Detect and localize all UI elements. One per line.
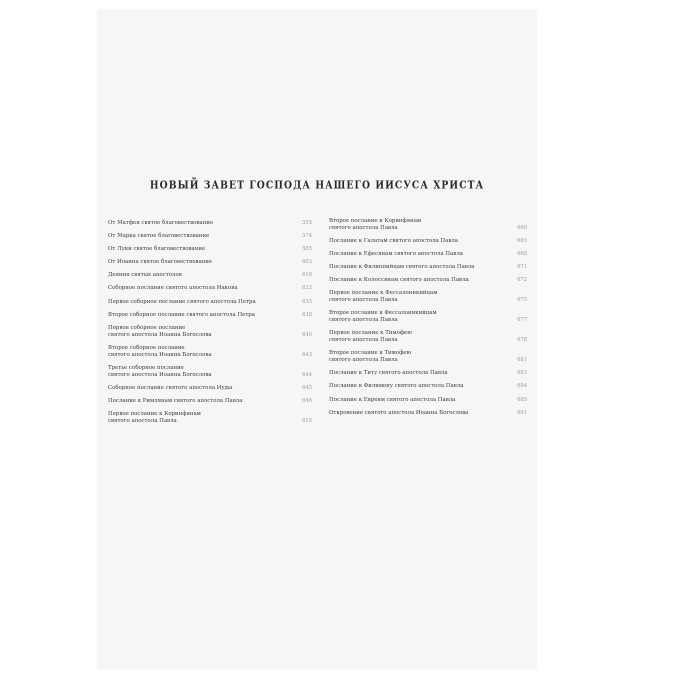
toc-entry <box>108 272 312 279</box>
toc-entry-page-number: 668 <box>517 251 527 258</box>
toc-entry <box>329 397 527 404</box>
toc-entry <box>329 410 527 417</box>
toc-entry <box>329 264 527 271</box>
toc-entry-page-number: 671 <box>517 264 527 271</box>
toc-entry-title: Третье соборное послание святого апостола Иоанна Богослова <box>108 364 212 378</box>
toc-entry-page-number: 655 <box>302 417 312 424</box>
toc-entry-title: Второе послание к Фессалоникийцам святого апостола Павла <box>329 310 437 324</box>
toc-entry-title: Второе послание к Тимофею святого апостола Павла <box>329 350 412 364</box>
page-heading: НОВЫЙ ЗАВЕТ ГОСПОДА НАШЕГО ИИСУСА ХРИСТА <box>149 178 485 193</box>
toc-entry-title: Первое соборное послание святого апостола Петра <box>108 298 256 305</box>
toc-entry-page-number: 672 <box>517 277 527 284</box>
toc-entry <box>329 238 527 245</box>
toc-entry <box>108 345 312 359</box>
toc-entry-title: Послание к Римлянам святого апостола Павла <box>108 397 243 404</box>
toc-left-column <box>108 220 312 431</box>
toc-entry <box>329 330 527 344</box>
toc-entry-title: Первое послание к Тимофею святого апостола Павла <box>329 330 412 344</box>
toc-entry <box>108 233 312 240</box>
toc-entry-page-number: 675 <box>517 297 527 304</box>
toc-entry-title: Послание к Евреям святого апостола Павла <box>329 396 456 403</box>
toc-entry-page-number: 678 <box>517 337 527 344</box>
toc-entry <box>329 383 527 390</box>
toc-entry-title: Второе соборное послание святого апостола Иоанна Богослова <box>108 344 212 358</box>
toc-entry-page-number: 638 <box>302 311 312 318</box>
toc-entry-title: Соборное послание святого апостола Иакова <box>108 285 238 292</box>
toc-entry <box>108 312 312 319</box>
toc-entry-title: От Луки святое благовествование <box>108 246 206 253</box>
toc-entry-title: Послание к Филимону святого апостола Павла <box>329 383 464 390</box>
toc-entry-title: Второе послание к Коринфянам святого апостола Павла <box>329 218 422 231</box>
toc-entry <box>108 246 312 253</box>
toc-entry-title: Послание к Ефесянам святого апостола Павла <box>329 251 463 258</box>
toc-entry <box>329 310 527 324</box>
toc-entry-page-number: 643 <box>302 351 312 358</box>
toc-entry-title: Деяния святых апостолов <box>108 272 182 279</box>
toc-entry-page-number: 574 <box>302 233 312 240</box>
toc-entry-page-number: 646 <box>302 397 312 404</box>
toc-entry-page-number: 691 <box>517 409 527 416</box>
toc-entry-title: От Иоанна святое благовествование <box>108 259 213 266</box>
toc-entry-page-number: 645 <box>302 384 312 391</box>
toc-entry-page-number: 677 <box>517 317 527 324</box>
toc-entry-page-number: 683 <box>517 370 527 377</box>
toc-entry <box>108 299 312 306</box>
toc-entry <box>108 325 312 339</box>
toc-entry-page-number: 681 <box>517 357 527 364</box>
toc-entry <box>108 285 312 292</box>
toc-entry-title: Откровение святого апостола Иоанна Богослова <box>329 409 469 416</box>
toc-entry <box>108 259 312 266</box>
toc-entry-page-number: 685 <box>517 396 527 403</box>
toc-entry-page-number: 665 <box>517 238 527 244</box>
toc-entry-title: Первое послание к Коринфянам святого апостола Павла <box>108 410 201 424</box>
toc-entry-title: Первое соборное послание святого апостола Иоанна Богослова <box>108 324 212 338</box>
toc-entry <box>329 290 527 304</box>
toc-right-column <box>329 218 527 423</box>
toc-entry-title: Второе соборное послание святого апостола Петра <box>108 311 255 318</box>
toc-entry <box>108 398 312 405</box>
toc-entry-page-number: 603 <box>302 259 312 266</box>
book-page <box>98 10 536 668</box>
toc-entry-title: Соборное послание святого апостола Иуды <box>108 384 233 391</box>
toc-entry-title: От Матфея святое благовествование <box>108 220 214 226</box>
toc-entry <box>329 251 527 258</box>
toc-entry-title: Послание к Колоссянам святого апостола Павла <box>329 277 469 284</box>
toc-entry <box>329 350 527 364</box>
toc-entry <box>108 385 312 392</box>
toc-entry-title: Послание к Филиппийцам святого апостола Павла <box>329 264 475 271</box>
toc-entry-page-number: 644 <box>302 371 312 378</box>
toc-entry-title: Послание к Галатам святого апостола Павла <box>329 238 459 244</box>
toc-entry-title: От Марка святое благовествование <box>108 233 210 240</box>
toc-entry <box>108 365 312 379</box>
toc-entry <box>108 411 312 425</box>
toc-entry-page-number: 635 <box>302 298 312 305</box>
toc-entry <box>108 220 312 227</box>
toc-entry-page-number: 684 <box>517 383 527 390</box>
toc-entry <box>329 218 527 232</box>
toc-entry-page-number: 555 <box>302 220 312 226</box>
toc-entry <box>329 370 527 377</box>
toc-entry-page-number: 660 <box>517 224 527 231</box>
toc-entry <box>329 277 527 284</box>
toc-entry-title: Первое послание к Фессалоникийцам святого апостола Павла <box>329 290 438 304</box>
toc-entry-page-number: 640 <box>302 331 312 338</box>
toc-entry-title: Послание к Титу святого апостола Павла <box>329 370 448 377</box>
toc-entry-page-number: 585 <box>302 246 312 253</box>
toc-entry-page-number: 616 <box>302 272 312 279</box>
toc-entry-page-number: 632 <box>302 285 312 292</box>
